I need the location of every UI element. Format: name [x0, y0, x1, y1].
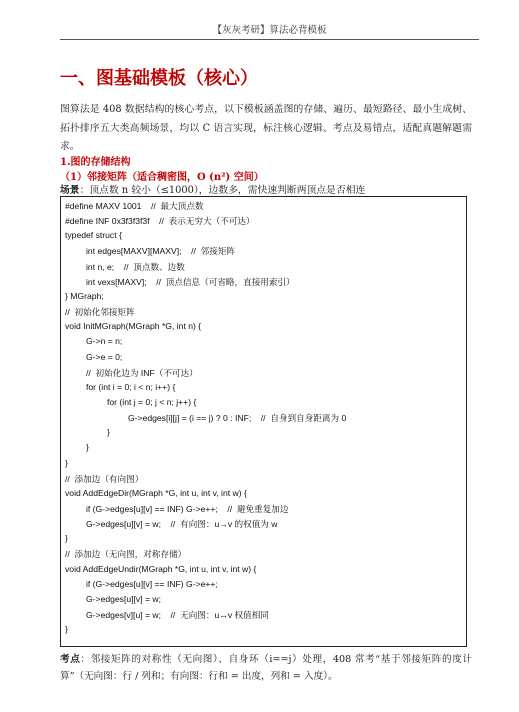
code-block: [60, 196, 467, 647]
code-line: if (G->edges[u][v] == INF) G->e++;: [86, 578, 218, 589]
code-line: #define INF 0x3f3f3f3f // 表示无穷大（不可达）: [65, 216, 255, 227]
code-line: void InitMGraph(MGraph *G, int n) {: [65, 321, 202, 332]
page-header: 【灰灰考研】算法必背模板: [60, 22, 479, 40]
code-line: typedef struct {: [65, 230, 122, 241]
code-line: G->edges[i][j] = (i == j) ? 0 : INF; // 自身到自身距离为 0: [128, 413, 347, 424]
code-line: int vexs[MAXV]; // 顶点信息（可省略，直接用索引）: [86, 276, 295, 287]
code-line: } MGraph;: [65, 290, 104, 301]
code-line: if (G->edges[u][v] == INF) G->e++; // 避免重复加边: [86, 504, 289, 514]
code-line: }: [65, 624, 68, 635]
code-line: #define MAXV 1001 // 最大顶点数: [65, 201, 204, 211]
subsection-heading: （1）邻接矩阵（适合稠密图，O (n²) 空间）: [60, 172, 264, 183]
scenario-text: ：顶点数 n 较小（≤1000），边数多，需快速判断两顶点是否相连: [79, 185, 366, 196]
code-line: }: [86, 442, 89, 453]
chapter-heading: 一、图基础模板（核心）: [60, 68, 258, 89]
section-heading: 1.图的存储结构: [60, 157, 131, 168]
code-line: // 添加边（无向图，对称存储）: [65, 549, 187, 560]
code-line: void AddEdgeDir(MGraph *G, int u, int v, int w) {: [65, 487, 247, 498]
code-line: // 初始化邻接矩阵: [65, 307, 135, 318]
code-line: for (int j = 0; j < n; j++) {: [107, 396, 197, 407]
note-label: 考点: [60, 654, 81, 665]
code-line: void AddEdgeUndir(MGraph *G, int u, int v, int w) {: [65, 563, 257, 574]
code-line: }: [107, 427, 110, 438]
code-line: }: [65, 533, 68, 544]
code-line: int n, e; // 顶点数、边数: [86, 261, 185, 272]
note-text: ：邻接矩阵的对称性（无向图）、自身环（i==j）处理，408 常考“基于邻接矩阵的度计算”（无向图：行 / 列和；有向图：行和 = 出度，列和 = 入度）。: [60, 654, 472, 682]
code-line: G->edges[u][v] = w; // 有向图：u→v 的权值为 w: [86, 519, 278, 530]
code-line: for (int i = 0; i < n; i++) {: [86, 381, 176, 392]
scenario-line: [60, 182, 365, 196]
key-point-note: [60, 651, 472, 685]
code-line: G->edges[u][v] = w;: [86, 593, 161, 604]
code-line: G->n = n;: [86, 336, 123, 347]
code-line: // 添加边（有向图）: [65, 473, 144, 484]
code-line: G->edges[v][u] = w; // 无向图：u↔v 权值相同: [86, 610, 269, 621]
code-line: }: [65, 457, 68, 468]
intro-paragraph: 图算法是 408 数据结构的核心考点，以下模板涵盖图的存储、遍历、最短路径、最小生成树、拓扑排序五大类高频场景，均以 C 语言实现，标注核心逻辑、考点及易错点，适配真题解题需求。: [60, 104, 472, 152]
code-line: G->e = 0;: [86, 351, 123, 362]
scenario-label: 场景: [60, 185, 80, 196]
code-line: int edges[MAXV][MAXV]; // 邻接矩阵: [86, 246, 236, 257]
code-line: // 初始化边为 INF（不可达）: [86, 367, 198, 378]
